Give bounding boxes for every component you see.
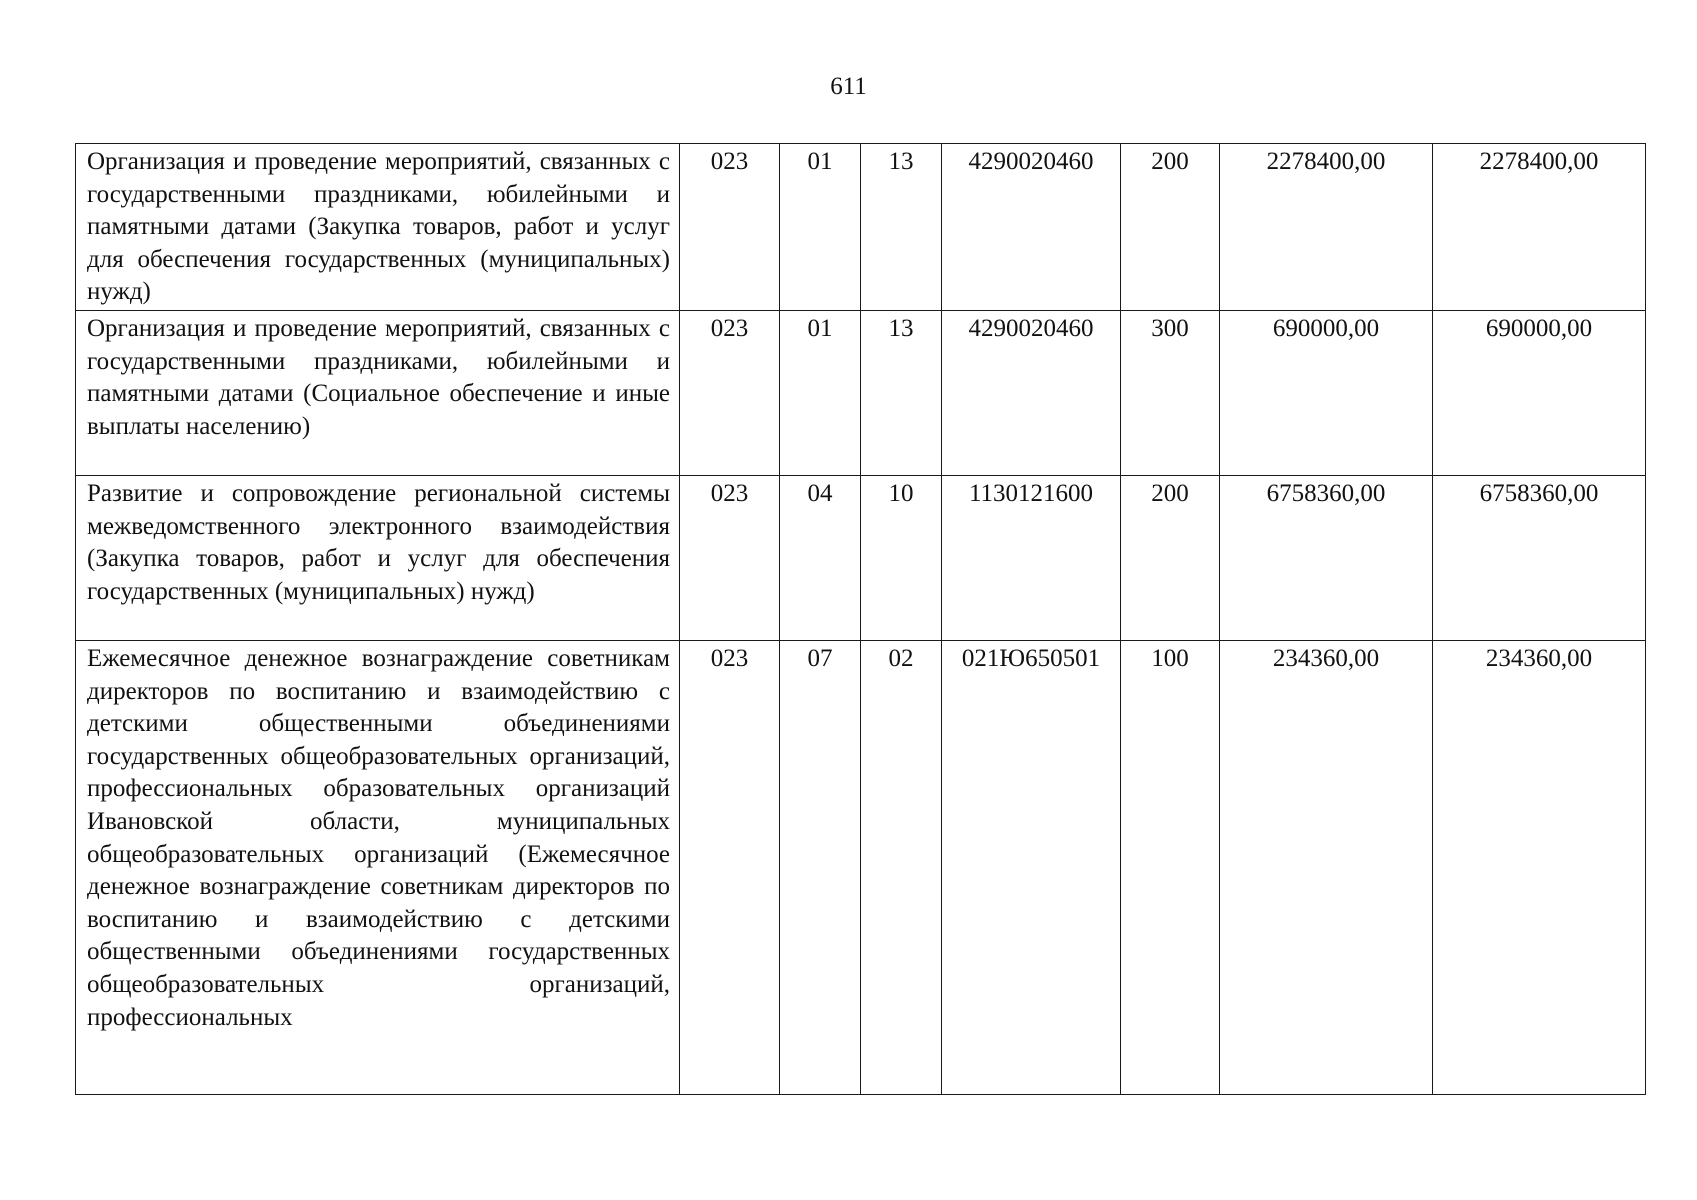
target-article-cell: 1130121600: [942, 475, 1121, 640]
subsection-code-cell: 02: [861, 640, 942, 1094]
description-cell: Развитие и сопровождение региональной системы межведомственного электронного взаимодействия (Закупка товаров, работ и услуг для обеспечения государственных (муниципальных) нужд): [76, 475, 680, 640]
subsection-code-cell: 13: [861, 310, 942, 475]
expense-type-cell: 200: [1121, 475, 1220, 640]
amount-cell: 234360,00: [1220, 640, 1433, 1094]
amount-cell: 690000,00: [1433, 310, 1646, 475]
description-cell: Организация и проведение мероприятий, связанных с государственными праздниками, юбилейными и памятными датами (Закупка товаров, работ и услуг для обеспечения государственных (муниципальных) нужд): [76, 144, 680, 311]
section-code-cell: 04: [780, 475, 861, 640]
amount-cell: 2278400,00: [1433, 144, 1646, 311]
amount-cell: 6758360,00: [1220, 475, 1433, 640]
description-cell: Организация и проведение мероприятий, связанных с государственными праздниками, юбилейными и памятными датами (Социальное обеспечение и иные выплаты населению): [76, 310, 680, 475]
section-code-cell: 01: [780, 144, 861, 311]
target-article-cell: 4290020460: [942, 310, 1121, 475]
section-code-cell: 07: [780, 640, 861, 1094]
budget-table: [75, 143, 1646, 1095]
ministry-code-cell: 023: [680, 310, 780, 475]
table-row: [76, 310, 1646, 475]
subsection-code-cell: 13: [861, 144, 942, 311]
target-article-cell: 4290020460: [942, 144, 1121, 311]
target-article-cell: 021Ю650501: [942, 640, 1121, 1094]
section-code-cell: 01: [780, 310, 861, 475]
expense-type-cell: 100: [1121, 640, 1220, 1094]
amount-cell: 234360,00: [1433, 640, 1646, 1094]
table-row: [76, 144, 1646, 311]
amount-cell: 690000,00: [1220, 310, 1433, 475]
ministry-code-cell: 023: [680, 640, 780, 1094]
ministry-code-cell: 023: [680, 144, 780, 311]
amount-cell: 6758360,00: [1433, 475, 1646, 640]
page-number: 611: [830, 73, 867, 100]
description-cell: Ежемесячное денежное вознаграждение советникам директоров по воспитанию и взаимодействию с детскими общественными объединениями государственных общеобразовательных организаций, профессиональных образовательных организаций Ивановской области, муниципальных общеобразовательных организаций (Ежемесячное денежное вознаграждение советникам директоров по воспитанию и взаимодействию с детскими общественными объединениями государственных общеобразовательных организаций, профессиональных: [76, 640, 680, 1094]
ministry-code-cell: 023: [680, 475, 780, 640]
expense-type-cell: 200: [1121, 144, 1220, 311]
amount-cell: 2278400,00: [1220, 144, 1433, 311]
table-row: [76, 640, 1646, 1094]
expense-type-cell: 300: [1121, 310, 1220, 475]
table-row: [76, 475, 1646, 640]
subsection-code-cell: 10: [861, 475, 942, 640]
